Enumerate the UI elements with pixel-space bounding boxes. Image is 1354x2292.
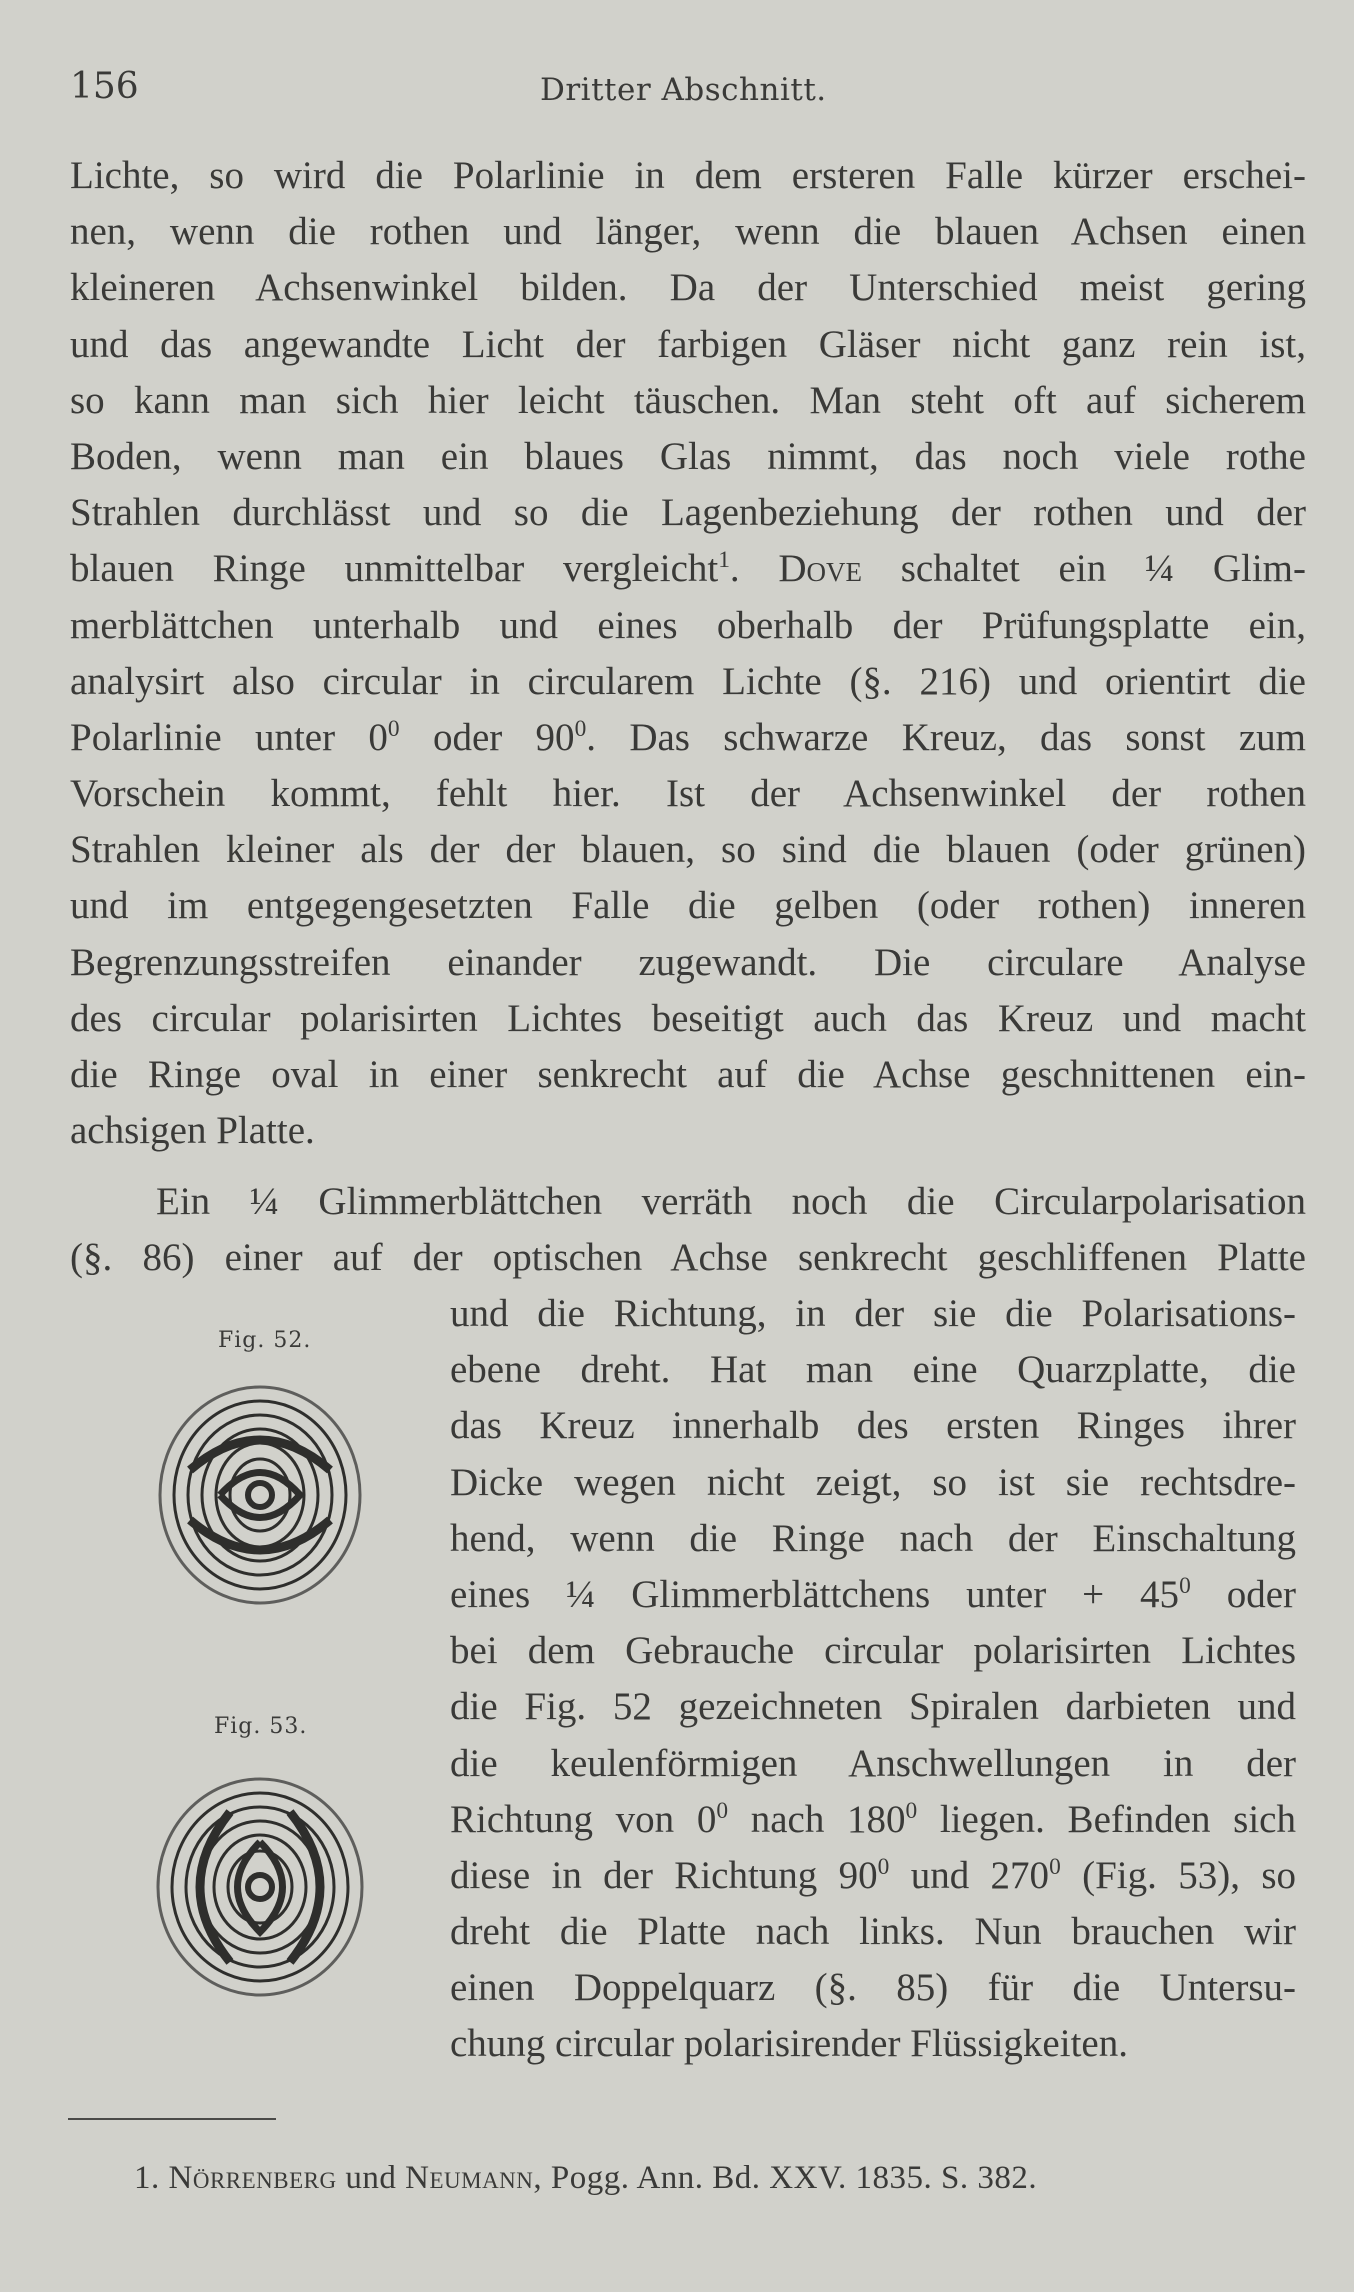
- text-line: Boden, wenn man ein blaues Glas nimmt, das noch viele rothe: [70, 434, 1306, 478]
- text-line: merblättchen unterhalb und eines oberhalb der Prüfungsplatte ein,: [70, 603, 1306, 647]
- text-line: dreht die Platte nach links. Nun brauchen wir: [450, 1910, 1296, 1954]
- paragraph-1: [70, 148, 1306, 1159]
- text-line: ebene dreht. Hat man eine Quarzplatte, die: [450, 1348, 1296, 1392]
- text-line: die keulenförmigen Anschwellungen in der: [450, 1741, 1296, 1785]
- text-line: nen, wenn die rothen und länger, wenn die blauen Achsen einen: [70, 210, 1306, 254]
- text-line: und im entgegengesetzten Falle die gelben (oder rothen) inneren: [70, 884, 1306, 928]
- text-span: blauen Ringe unmittelbar vergleicht: [70, 547, 719, 591]
- text-line-degrees: [450, 1567, 1296, 1623]
- footnote: [134, 2160, 1037, 2197]
- page-header: [70, 66, 1310, 116]
- paragraph-2-beside-figures: [450, 1286, 1296, 2073]
- text-line: und die Richtung, in der sie die Polarisations-: [450, 1292, 1296, 1335]
- text-line: kleineren Achsenwinkel bilden. Da der Unterschied meist gering: [70, 266, 1306, 310]
- text-line: (§. 86) einer auf der optischen Achse senkrecht geschliffenen Platte: [70, 1236, 1306, 1280]
- text-span: Polarlinie unter 0: [70, 715, 388, 759]
- text-span: schaltet ein ¼ Glim-: [862, 547, 1306, 591]
- citation-text: , Pogg. Ann. Bd. XXV. 1835. S. 382.: [533, 2160, 1038, 2196]
- text-line-degrees: [70, 710, 1306, 766]
- text-line: das Kreuz innerhalb des ersten Ringes ihrer: [450, 1404, 1296, 1448]
- text-line-degrees: [450, 1848, 1296, 1904]
- text-span: oder 90: [399, 715, 575, 759]
- text-line-degrees: [450, 1792, 1296, 1848]
- text-line: analysirt also circular in circularem Lichte (§. 216) und orientirt die: [70, 659, 1306, 703]
- text-span: diese in der Richtung 90: [450, 1853, 878, 1897]
- figure-52-spiral-illustration: [150, 1380, 370, 1614]
- degree-mark: 0: [574, 715, 587, 742]
- text-span: nach 180: [728, 1797, 906, 1841]
- page-number: 156: [70, 66, 139, 107]
- author-name-dove: Dove: [778, 547, 863, 591]
- spiral-rings-icon: [150, 1380, 370, 1610]
- text-line: Strahlen durchlässt und so die Lagenbeziehung der rothen und der: [70, 491, 1306, 535]
- text-line: Ein ¼ Glimmerblättchen verräth noch die Circularpolarisation: [156, 1180, 1306, 1223]
- text-line: Vorschein kommt, fehlt hier. Ist der Achsenwinkel der rothen: [70, 772, 1306, 816]
- text-span: und: [336, 2160, 406, 2196]
- text-span: (Fig. 53), so: [1060, 1853, 1296, 1897]
- degree-mark: 0: [1179, 1572, 1191, 1599]
- running-head: Dritter Abschnitt.: [540, 72, 827, 108]
- degree-mark: 0: [877, 1853, 890, 1880]
- paragraph-2-full-width: [70, 1174, 1306, 1286]
- text-line: die Ringe oval in einer senkrecht auf die Achse geschnittenen ein-: [70, 1053, 1306, 1096]
- text-span: . Das schwarze Kreuz, das sonst zum: [586, 715, 1306, 759]
- text-line: bei dem Gebrauche circular polarisirten Lichtes: [450, 1629, 1296, 1673]
- figure-53-caption: Fig. 53.: [214, 1714, 308, 1739]
- degree-mark: 0: [716, 1797, 729, 1824]
- spiral-rings-icon: [150, 1772, 370, 2002]
- figure-53-spiral-illustration: [150, 1772, 370, 2006]
- author-name: Neumann: [405, 2160, 534, 2196]
- text-line: einen Doppelquarz (§. 85) für die Untersu-: [450, 1966, 1296, 2010]
- text-span: eines ¼ Glimmerblättchens unter + 45: [450, 1572, 1180, 1616]
- degree-mark: 0: [905, 1797, 918, 1824]
- degree-mark: 0: [387, 715, 400, 742]
- text-span: oder: [1190, 1572, 1296, 1616]
- text-line: die Fig. 52 gezeichneten Spiralen darbieten und: [450, 1685, 1296, 1729]
- text-line: so kann man sich hier leicht täuschen. Man steht oft auf sicherem: [70, 378, 1306, 422]
- text-span: .: [729, 547, 779, 591]
- author-name: Nörrenberg: [168, 2160, 337, 2196]
- text-line: und das angewandte Licht der farbigen Gläser nicht ganz rein ist,: [70, 322, 1306, 366]
- text-line: Begrenzungsstreifen einander zugewandt. Die circulare Analyse: [70, 940, 1306, 984]
- text-line: Dicke wegen nicht zeigt, so ist sie rechtsdre-: [450, 1460, 1296, 1504]
- degree-mark: 0: [1049, 1853, 1061, 1880]
- footnote-reference: 1: [718, 547, 730, 574]
- text-span: Richtung von 0: [450, 1797, 717, 1841]
- text-span: liegen. Befinden sich: [917, 1797, 1296, 1841]
- text-line: Strahlen kleiner als der der blauen, so sind die blauen (oder grünen): [70, 828, 1306, 872]
- footnote-number: 1.: [134, 2160, 160, 2196]
- figure-52-caption: Fig. 52.: [218, 1328, 312, 1353]
- footnote-rule: [68, 2118, 276, 2120]
- text-line: des circular polarisirten Lichtes beseitigt auch das Kreuz und macht: [70, 996, 1306, 1040]
- text-line: Lichte, so wird die Polarlinie in dem ersteren Falle kürzer erschei-: [70, 154, 1306, 197]
- text-line-with-footnote: [70, 541, 1306, 597]
- text-line: achsigen Platte.: [70, 1109, 315, 1153]
- text-span: und 270: [889, 1853, 1050, 1897]
- text-line: chung circular polarisirender Flüssigkeiten.: [450, 2022, 1128, 2066]
- text-line: hend, wenn die Ringe nach der Einschaltung: [450, 1516, 1296, 1560]
